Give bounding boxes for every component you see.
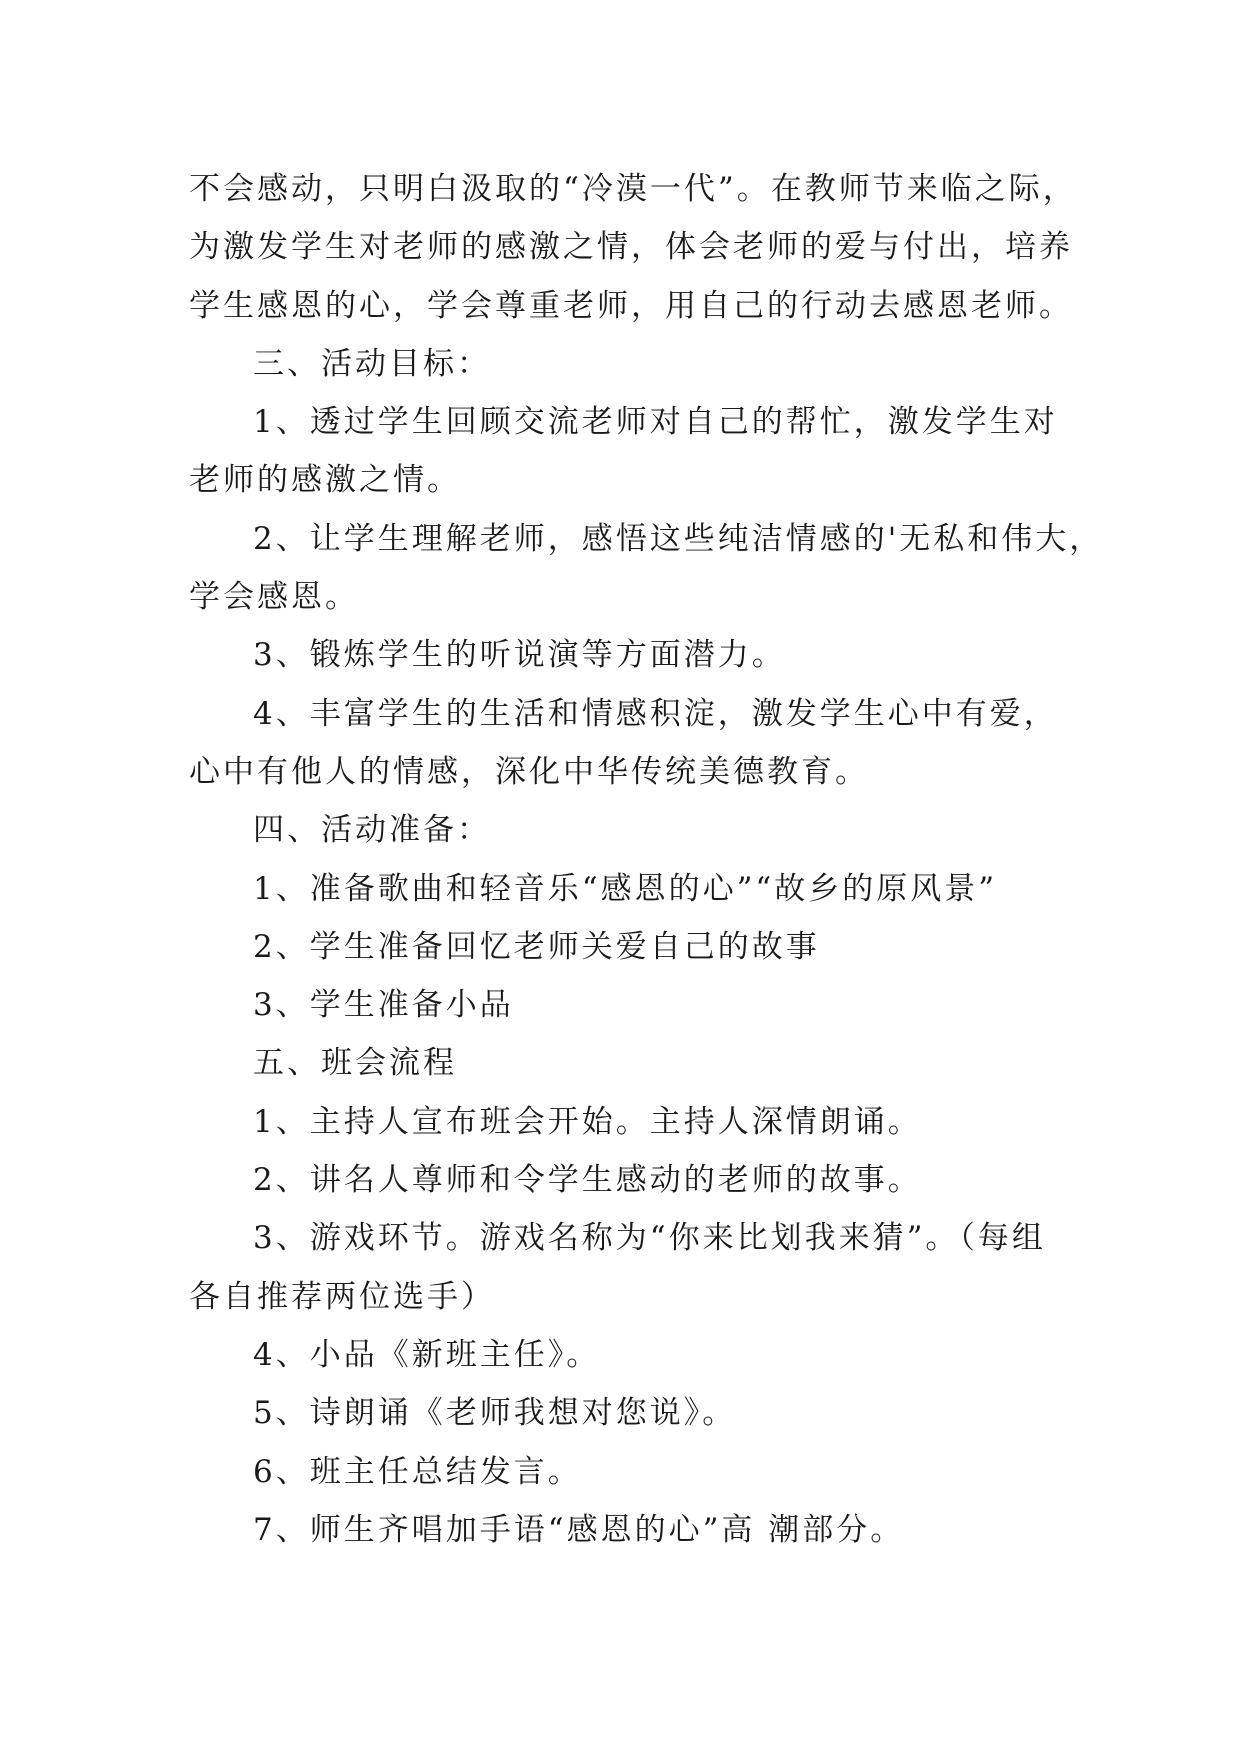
list-item-continuation: 各自推荐两位选手） xyxy=(189,1278,495,1315)
list-item: 4、小品《新班主任》。 xyxy=(253,1336,601,1373)
list-item: 1、准备歌曲和轻音乐“感恩的心”“故乡的原风景” xyxy=(253,870,998,907)
section-heading-process: 五、班会流程 xyxy=(253,1045,457,1082)
list-item: 3、学生准备小品 xyxy=(253,987,514,1024)
paragraph-line: 为激发学生对老师的感激之情，体会老师的爱与付出，培养 xyxy=(189,229,1073,266)
list-item: 3、锻炼学生的听说演等方面潜力。 xyxy=(253,637,786,674)
list-item: 6、班主任总结发言。 xyxy=(253,1453,582,1490)
list-item: 2、让学生理解老师，感悟这些纯洁情感的'无私和伟大， xyxy=(253,520,1104,557)
paragraph-line: 学生感恩的心，学会尊重老师，用自己的行动去感恩老师。 xyxy=(189,287,1073,324)
paragraph-line: 不会感动，只明白汲取的“冷漠一代”。在教师节来临之际， xyxy=(189,171,1077,207)
list-item: 2、学生准备回忆老师关爱自己的故事 xyxy=(253,928,820,965)
section-heading-goals: 三、活动目标： xyxy=(253,345,491,382)
list-item-continuation: 老师的感激之情。 xyxy=(189,462,461,499)
list-item: 4、丰富学生的生活和情感积淀，激发学生心中有爱， xyxy=(253,695,1058,732)
list-item: 3、游戏环节。游戏名称为“你来比划我来猜”。（每组 xyxy=(253,1220,1046,1257)
section-heading-preparation: 四、活动准备： xyxy=(253,812,491,849)
list-item: 2、讲名人尊师和令学生感动的老师的故事。 xyxy=(253,1162,922,1199)
list-item: 1、透过学生回顾交流老师对自己的帮忙，激发学生对 xyxy=(253,404,1058,441)
list-item: 5、诗朗诵《老师我想对您说》。 xyxy=(253,1395,737,1432)
list-item: 1、主持人宣布班会开始。主持人深情朗诵。 xyxy=(253,1103,922,1140)
list-item-continuation: 心中有他人的情感，深化中华传统美德教育。 xyxy=(189,753,869,790)
list-item-continuation: 学会感恩。 xyxy=(189,579,359,616)
document-page xyxy=(189,160,1104,1559)
list-item: 7、师生齐唱加手语“感恩的心”高 潮部分。 xyxy=(253,1511,905,1548)
